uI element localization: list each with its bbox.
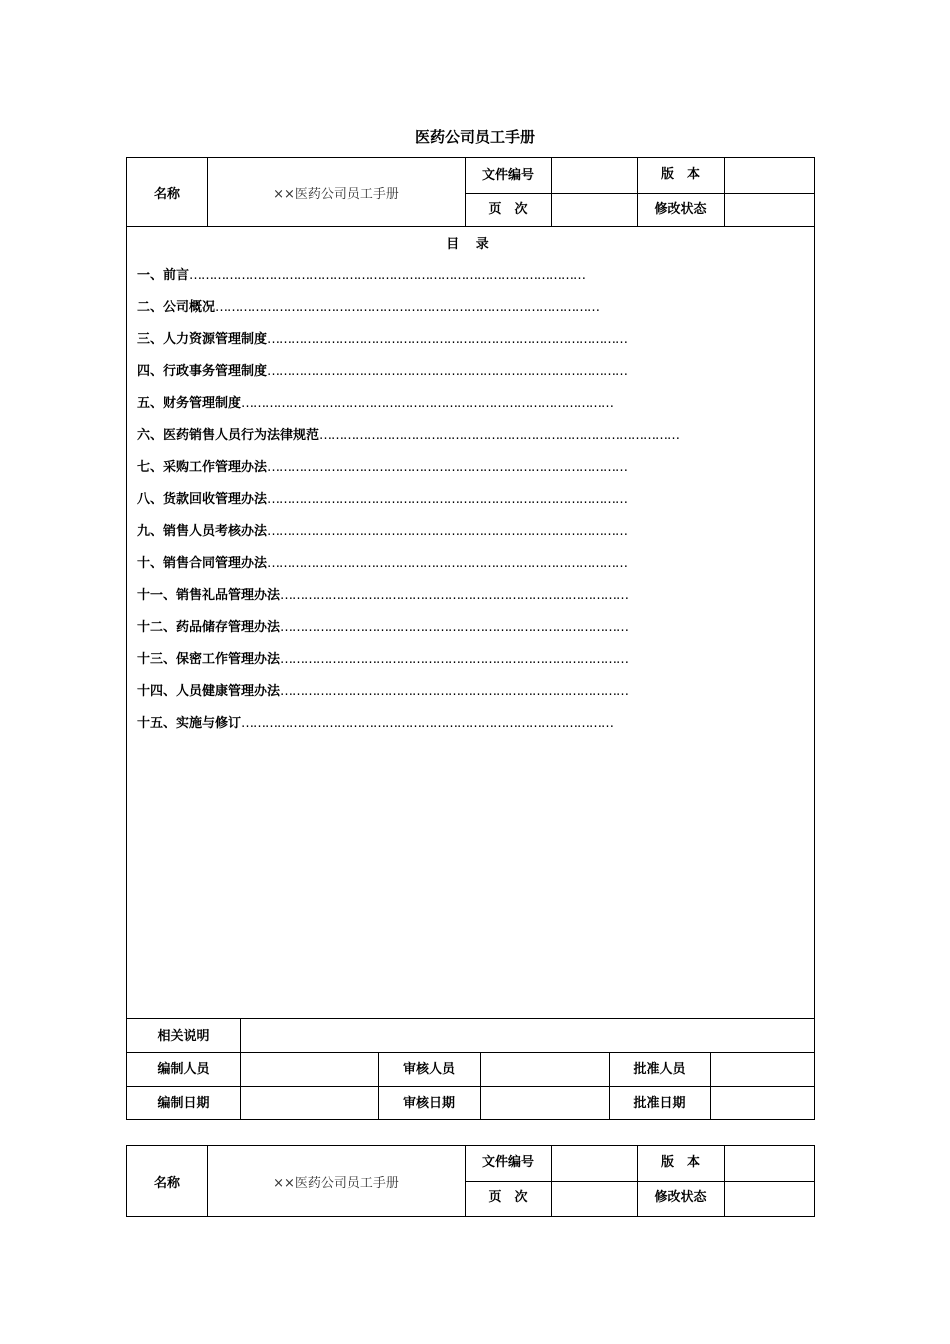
toc-item-label: 三、人力资源管理制度 [137,332,268,347]
toc-section [126,227,815,1020]
revision-label-2: 修改状态 [654,1189,707,1205]
toc-item-label: 十二、药品储存管理办法 [137,620,281,635]
toc-item-leader-dots: ……………………………………………………………………………… [267,524,628,539]
toc-item-label: 四、行政事务管理制度 [137,364,268,379]
file-no-value[interactable] [551,158,637,193]
toc-item-leader-dots: …………………………………………………………………………… [280,588,629,603]
page-label-2: 页 次 [488,1189,528,1205]
name-value: ××医药公司员工手册 [273,186,399,202]
toc-item[interactable] [137,360,627,379]
document-title: 医药公司员工手册 [414,128,535,146]
toc-item-leader-dots: ………………………………………………………………………………… [241,716,614,731]
name-value-2: ××医药公司员工手册 [273,1175,399,1191]
toc-item-label: 十三、保密工作管理办法 [137,652,281,667]
toc-item[interactable] [137,424,679,443]
related-notes-label: 相关说明 [157,1028,210,1044]
toc-item[interactable] [137,680,628,699]
toc-item-label: 一、前言 [137,268,190,283]
toc-item[interactable] [137,552,627,571]
toc-item-leader-dots: ……………………………………………………………………………… [267,364,628,379]
reviewed-date-label: 审核日期 [402,1095,455,1111]
toc-item[interactable] [137,616,628,635]
approved-date-label: 批准日期 [633,1095,686,1111]
revision-value-2[interactable] [724,1181,814,1216]
version-label-2: 版 本 [660,1154,700,1170]
toc-item-leader-dots: …………………………………………………………………………… [280,652,629,667]
approved-by-value[interactable] [710,1052,814,1086]
reviewed-by-value[interactable] [480,1052,609,1086]
toc-item-leader-dots: …………………………………………………………………………………… [215,300,600,315]
page-label: 页 次 [488,201,528,217]
approved-date-value[interactable] [710,1086,814,1119]
name-label-2: 名称 [153,1175,180,1191]
file-no-label-2: 文件编号 [481,1154,534,1170]
toc-item[interactable] [137,392,613,411]
toc-item[interactable] [137,648,628,667]
prepared-by-value[interactable] [240,1052,378,1086]
prepared-date-value[interactable] [240,1086,378,1119]
header-table-2 [126,1145,815,1217]
toc-item-leader-dots: ……………………………………………………………………………………… [189,268,586,283]
toc-item[interactable] [137,520,627,539]
toc-item-leader-dots: …………………………………………………………………………… [280,620,629,635]
file-no-value-2[interactable] [551,1146,637,1181]
name-label: 名称 [153,186,180,202]
prepared-by-label: 编制人员 [157,1061,210,1077]
version-label: 版 本 [660,166,700,182]
related-notes-value[interactable] [240,1019,814,1052]
reviewed-by-label: 审核人员 [402,1061,455,1077]
toc-item[interactable] [137,456,627,475]
toc-item-leader-dots: ……………………………………………………………………………… [267,460,628,475]
toc-item-label: 十一、销售礼品管理办法 [137,588,281,603]
reviewed-date-value[interactable] [480,1086,609,1119]
toc-item[interactable] [137,264,585,283]
approval-table [126,1018,815,1120]
toc-item-leader-dots: ……………………………………………………………………………… [267,492,628,507]
toc-item-label: 五、财务管理制度 [137,396,242,411]
toc-item[interactable] [137,488,627,507]
toc-item-label: 九、销售人员考核办法 [137,524,268,539]
toc-item-leader-dots: ……………………………………………………………………………… [319,428,680,443]
toc-item-label: 十、销售合同管理办法 [137,556,268,571]
toc-item[interactable] [137,296,599,315]
toc-item-leader-dots: ……………………………………………………………………………… [267,556,628,571]
toc-item-leader-dots: …………………………………………………………………………… [280,684,629,699]
page-value-2[interactable] [551,1181,637,1216]
version-value-2[interactable] [724,1146,814,1181]
toc-item-leader-dots: ………………………………………………………………………………… [241,396,614,411]
toc-item-label: 十五、实施与修订 [137,716,242,731]
toc-item-label: 八、货款回收管理办法 [137,492,268,507]
toc-item[interactable] [137,712,613,731]
header-table [126,157,815,227]
file-no-label: 文件编号 [481,167,534,183]
version-value[interactable] [724,158,814,193]
toc-title: 目 录 [446,237,495,252]
prepared-date-label: 编制日期 [157,1095,210,1111]
toc-item-label: 七、采购工作管理办法 [137,460,268,475]
toc-item-label: 六、医药销售人员行为法律规范 [137,428,320,443]
approved-by-label: 批准人员 [633,1061,686,1077]
page-value[interactable] [551,193,637,226]
toc-item-label: 十四、人员健康管理办法 [137,684,281,699]
toc-item[interactable] [137,584,628,603]
toc-item-leader-dots: ……………………………………………………………………………… [267,332,628,347]
toc-item[interactable] [137,328,627,347]
revision-label: 修改状态 [654,201,707,217]
revision-value[interactable] [724,193,814,226]
toc-item-label: 二、公司概况 [137,300,216,315]
